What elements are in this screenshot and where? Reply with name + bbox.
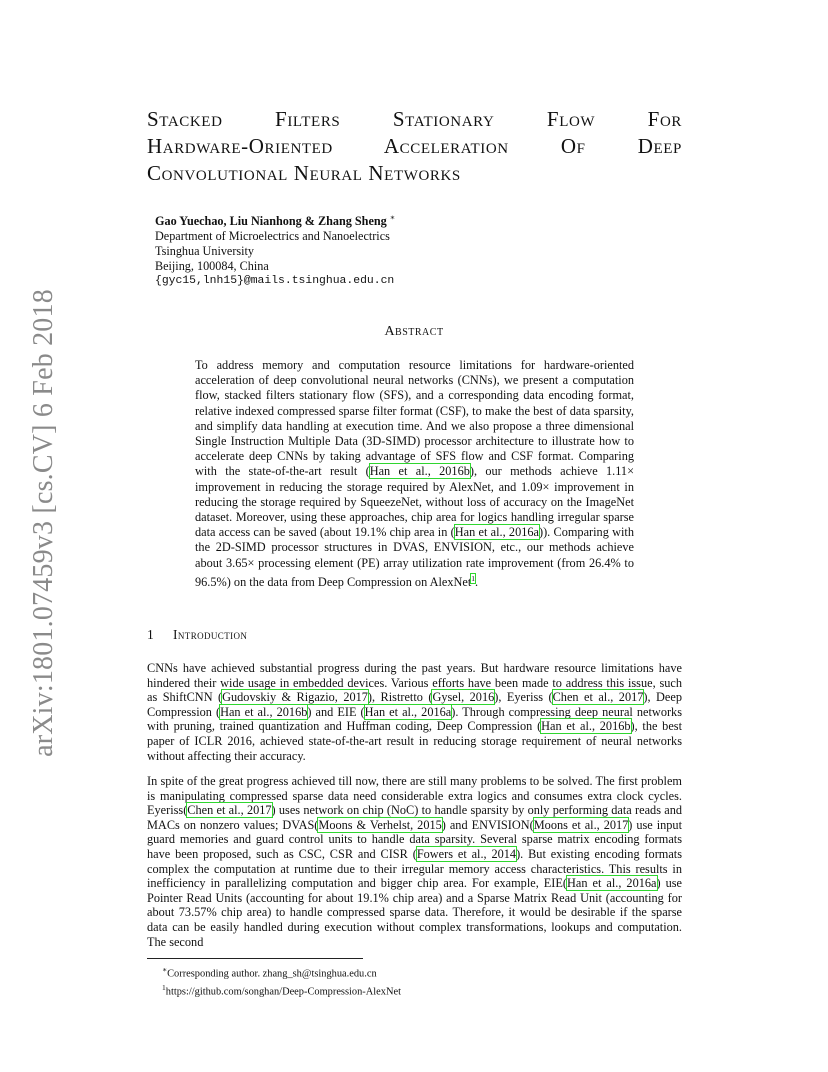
- abstract-text-part: ), our methods achieve 1.11× improvement in reducing the storage required by AlexNet, and 1.09× improvement in reducing the storage required by SqueezeNet, without loss of accuracy on the ImageNet dataset. Moreover, using these approaches, chip area for logics handling irregular sparse data access can be saved (about 19.1% chip area in (: [195, 464, 635, 540]
- author-department: Department of Microelectrics and Nanoelectrics: [155, 229, 390, 244]
- footnote-text: Corresponding author. zhang_sh@tsinghua.edu.cn: [167, 968, 377, 980]
- citation-link[interactable]: Han et al., 2016a: [454, 525, 539, 540]
- abstract-heading: Abstract: [384, 324, 444, 339]
- footnote-divider: [147, 958, 363, 959]
- paragraph-text-part: In spite of the great progress achieved till now, there are still many problems to be solved. The first problem is manipulating compressed sparse data need considerable extra logics and consumes extra clock cycles. Eyeriss(: [147, 774, 682, 818]
- paragraph-text-part: ), Ristretto (: [367, 690, 433, 705]
- author-city: Beijing, 100084, China: [155, 259, 269, 274]
- arxiv-side-identifier: [26, 289, 62, 757]
- footnote-1: [162, 963, 401, 981]
- citation-link[interactable]: Chen et al., 2017: [187, 803, 272, 818]
- section-heading-introduction: [147, 627, 247, 643]
- intro-paragraph-1: [147, 661, 682, 763]
- citation-link[interactable]: Moons et al., 2017: [533, 817, 629, 832]
- paragraph-text-part: ). Through compressing deep neural networks with pruning, trained quantization and Huffman coding, Deep Compression (: [147, 704, 682, 734]
- citation-link[interactable]: Moons & Verhelst, 2015: [318, 817, 442, 832]
- citation-link[interactable]: Han et al., 2016b: [369, 464, 470, 479]
- section-title: Introduction: [173, 627, 248, 642]
- title-line-1: Stacked Filters Stationary Flow For: [147, 107, 682, 131]
- paragraph-text-part: ). But existing encoding formats complex the computation at runtime due to their irregular memory access characteristics. This results in inefficiency in parallelizing computation and bigger chip area. For example, EIE(: [147, 846, 683, 891]
- footnotes: [162, 963, 401, 1000]
- abstract-text-part: .: [475, 574, 479, 589]
- paragraph-text-part: ) uses network on chip (NoC) to handle sparsity by only performing data reads and MACs on nonzero values; DVAS(: [147, 803, 682, 832]
- citation-link[interactable]: Han et al., 2016a: [364, 704, 452, 719]
- title-line-3: Convolutional Neural Networks: [147, 161, 461, 185]
- footnote-url[interactable]: https://github.com/songhan/Deep-Compression-AlexNet: [165, 986, 401, 998]
- citation-link[interactable]: Han et al., 2016b: [220, 704, 308, 719]
- paragraph-text-part: ) use input guard memories and guard control units to handle data sparsity. Several sparse matrix encoding formats have been proposed, such as CSC, CSR and CISR (: [147, 817, 682, 861]
- paragraph-text-part: ), the best paper of ICLR 2016, achieved state-of-the-art result in reducing storage requirement of neural networks without affecting their accuracy.: [147, 719, 682, 763]
- corresponding-author-mark: ∗: [389, 213, 396, 222]
- footnote-mark: 1: [162, 983, 166, 993]
- paragraph-text-part: ), Deep Compression (: [147, 690, 682, 719]
- title-line-2: Hardware-Oriented Acceleration Of Deep: [147, 134, 682, 158]
- section-number: 1: [147, 627, 154, 642]
- abstract-text-part: )). Comparing with the 2D-SIMD processor structures in DVAS, ENVISION, etc., our methods achieve about 3.65× processing element (PE) array utilization rate improvement (from 26.4% to 96.5%) on the data from Deep Compression on AlexNet: [195, 525, 634, 589]
- abstract-text: [195, 358, 634, 590]
- paragraph-text-part: ) use Pointer Read Units (accounting for about 19.1% chip area) and a Sparse Matrix Read Unit (accounting for about 73.57% chip area) to handle compressed sparse data. Therefore, it would be desirable if the sparse data can be easily handled during execution without complex transformations, lookups and computation. The second: [147, 876, 682, 949]
- author-block: [155, 210, 395, 289]
- paper-title: [147, 106, 682, 187]
- footnote-mark: ∗: [162, 965, 168, 974]
- paragraph-text-part: CNNs have achieved substantial progress during the past years. But hardware resource limitations have hindered their wide usage in embedded devices. Various efforts have been made to address this issue, such as ShiftCNN (: [147, 661, 682, 705]
- citation-link[interactable]: Han et al., 2016a: [567, 876, 657, 891]
- citation-link[interactable]: Fowers et al., 2014: [416, 846, 517, 861]
- arxiv-identifier-text: arXiv:1801.07459v3 [cs.CV] 6 Feb 2018: [28, 289, 59, 757]
- paragraph-text-part: ) and EIE (: [307, 704, 365, 719]
- author-names: Gao Yuechao, Liu Nianhong & Zhang Sheng: [155, 214, 387, 229]
- author-email: {gyc15,lnh15}@mails.tsinghua.edu.cn: [155, 275, 395, 288]
- paragraph-text-part: ), Eyeriss (: [494, 690, 553, 705]
- footnote-2: [162, 981, 401, 999]
- footnote-link[interactable]: 1: [471, 573, 476, 583]
- citation-link[interactable]: Gudovskiy & Rigazio, 2017: [222, 690, 368, 705]
- citation-link[interactable]: Han et al., 2016b: [541, 719, 631, 734]
- citation-link[interactable]: Gysel, 2016: [432, 690, 495, 705]
- paragraph-text-part: ) and ENVISION(: [441, 817, 534, 832]
- intro-paragraph-2: [147, 774, 682, 949]
- citation-link[interactable]: Chen et al., 2017: [552, 690, 644, 705]
- author-names-line: [155, 210, 395, 229]
- abstract-text-part: To address memory and computation resource limitations for hardware-oriented acceleration of deep convolutional neural networks (CNNs), we present a computation flow, stacked filters stationary flow (SFS), and a corresponding data encoding format, relative indexed compressed sparse filter format (CSF), to make the best of data sparsity, and simplify data handling at execution time. And we also propose a three dimensional Single Instruction Multiple Data (3D-SIMD) processor architecture to illustrate how to accelerate deep CNNs by taking advantage of SFS flow and CSF format. Comparing with the state-of-the-art result (: [195, 358, 634, 479]
- author-university: Tsinghua University: [155, 244, 255, 259]
